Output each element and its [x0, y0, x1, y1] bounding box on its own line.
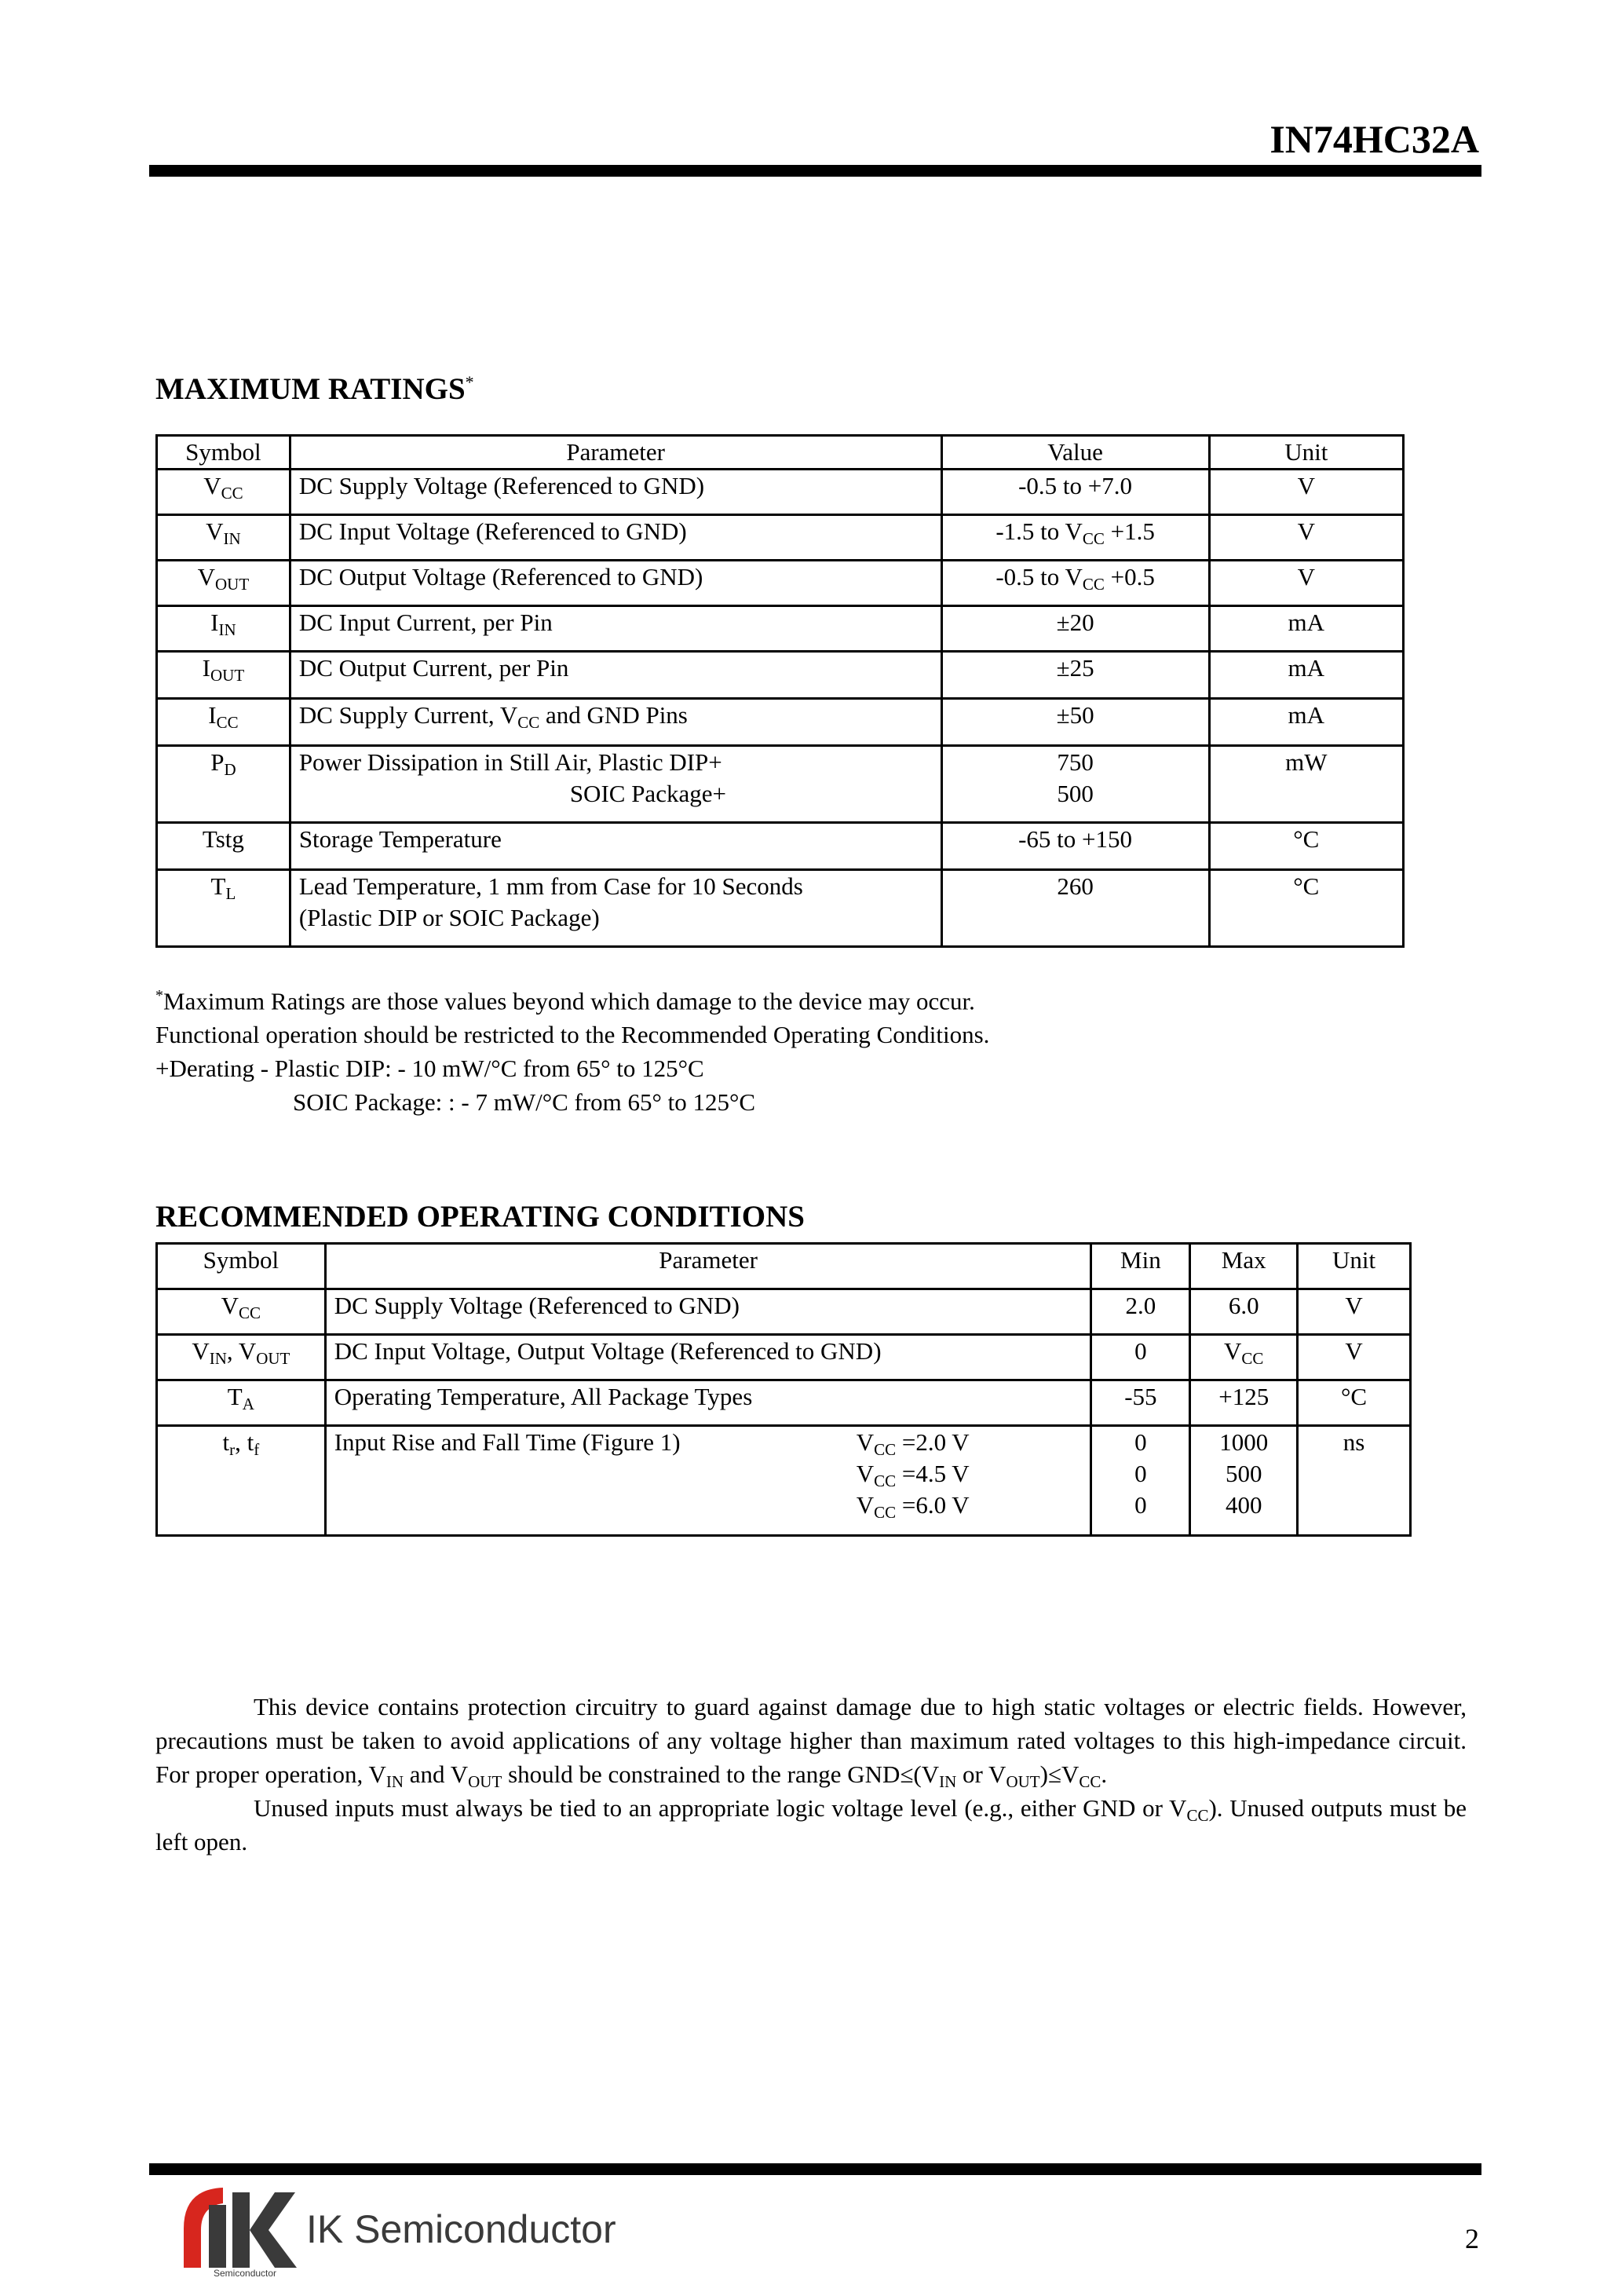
symbol-cell: $V_{CC}$	[157, 470, 290, 515]
max-cell: 1000 500 400	[1190, 1426, 1298, 1536]
col-header: Min	[1091, 1244, 1190, 1289]
max-ratings-title: MAXIMUM RATINGS*	[155, 372, 474, 406]
col-header: Parameter	[290, 436, 941, 470]
symbol-cell: $I_{CC}$	[157, 699, 290, 746]
symbol-cell: $V_{OUT}$	[157, 561, 290, 606]
max-ratings-table	[155, 434, 1405, 948]
max-cell: +125	[1190, 1380, 1298, 1426]
condition-vcc: $V_{CC} =2.0$ V	[856, 1428, 970, 1459]
unit-cell: V	[1209, 561, 1403, 606]
parameter-cell: Power Dissipation in Still Air, Plastic DIP+ SOIC Package+	[290, 746, 941, 823]
note-line: *Maximum Ratings are those values beyond which damage to the device may occur.	[155, 987, 975, 1015]
symbol-cell: $T_L$	[157, 870, 290, 947]
parameter-cell: Operating Temperature, All Package Types	[325, 1380, 1091, 1426]
unit-cell: V	[1209, 470, 1403, 515]
value-cell: ±25	[941, 652, 1209, 699]
table-row	[157, 1426, 1411, 1536]
unit-cell: mW	[1209, 746, 1403, 823]
value-cell: 260	[941, 870, 1209, 947]
rec-conditions-table	[155, 1242, 1412, 1537]
unit-cell: mA	[1209, 652, 1403, 699]
table-row	[157, 1335, 1411, 1380]
parameter-cell: DC Input Voltage (Referenced to GND)	[290, 515, 941, 561]
unit-cell: °C	[1209, 870, 1403, 947]
parameter-cell: DC Input Current, per Pin	[290, 606, 941, 652]
parameter-cell: Input Rise and Fall Time (Figure 1) $V_{CC} =2.0$ V $V_{CC} =4.5$ V $V_{CC} =6.0$ V	[325, 1426, 1091, 1536]
parameter-cell: DC Supply Current, $V_{CC}$ and GND Pins	[290, 699, 941, 746]
symbol-cell: $P_D$	[157, 746, 290, 823]
parameter-cell: Storage Temperature	[290, 823, 941, 870]
parameter-cell: DC Supply Voltage (Referenced to GND)	[290, 470, 941, 515]
symbol-cell: $I_{OUT}$	[157, 652, 290, 699]
table-row	[157, 1380, 1411, 1426]
table-row	[157, 746, 1404, 823]
parameter-cell: DC Output Voltage (Referenced to GND)	[290, 561, 941, 606]
unit-cell: ns	[1298, 1426, 1411, 1536]
unit-cell: °C	[1298, 1380, 1411, 1426]
table-header-row	[157, 436, 1404, 470]
symbol-cell: Tstg	[157, 823, 290, 870]
table-row	[157, 870, 1404, 947]
unit-cell: mA	[1209, 606, 1403, 652]
table-row	[157, 606, 1404, 652]
col-header: Value	[941, 436, 1209, 470]
symbol-cell: $V_{IN}$, $V_{OUT}$	[157, 1335, 326, 1380]
value-cell: -0.5 to $V_{CC} +0.5$	[941, 561, 1209, 606]
body-text	[155, 1690, 1467, 1859]
table-row	[157, 652, 1404, 699]
unit-cell: °C	[1209, 823, 1403, 870]
value-cell: 750 500	[941, 746, 1209, 823]
condition-vcc: $V_{CC} =4.5$ V	[856, 1460, 970, 1490]
page-number: 2	[1465, 2223, 1479, 2254]
note-line: SOIC Package: : - 7 mW/°C from 65° to 125°C	[293, 1088, 756, 1117]
symbol-cell: $T_A$	[157, 1380, 326, 1426]
max-cell: 6.0	[1190, 1289, 1298, 1335]
table-row	[157, 561, 1404, 606]
min-cell: 0 0 0	[1091, 1426, 1190, 1536]
header-rule	[149, 165, 1481, 177]
table-header-row	[157, 1244, 1411, 1289]
min-cell: 0	[1091, 1335, 1190, 1380]
max-cell: $V_{CC}$	[1190, 1335, 1298, 1380]
symbol-cell: $t_r$, $t_f$	[157, 1426, 326, 1536]
parameter-cell: DC Input Voltage, Output Voltage (Referenced to GND)	[325, 1335, 1091, 1380]
logo-text: IK Semiconductor	[306, 2207, 616, 2251]
symbol-cell: $V_{CC}$	[157, 1289, 326, 1335]
col-header: Parameter	[325, 1244, 1091, 1289]
min-cell: -55	[1091, 1380, 1190, 1426]
table-row	[157, 515, 1404, 561]
table-row	[157, 699, 1404, 746]
table-row	[157, 823, 1404, 870]
value-cell: -0.5 to +7.0	[941, 470, 1209, 515]
note-line: Functional operation should be restricted to the Recommended Operating Conditions.	[155, 1021, 990, 1049]
col-header: Unit	[1298, 1244, 1411, 1289]
unit-cell: V	[1209, 515, 1403, 561]
table-row	[157, 1289, 1411, 1335]
svg-text:Semiconductor: Semiconductor	[214, 2268, 277, 2279]
condition-vcc: $V_{CC} =6.0$ V	[856, 1491, 970, 1522]
col-header: Symbol	[157, 436, 290, 470]
col-header: Symbol	[157, 1244, 326, 1289]
rec-conditions-title: RECOMMENDED OPERATING CONDITIONS	[155, 1200, 805, 1234]
symbol-cell: $V_{IN}$	[157, 515, 290, 561]
part-number: IN74HC32A	[1269, 117, 1479, 161]
paragraph: This device contains protection circuitry to guard against damage due to high static voltages or electric fields. However, precautions must be taken to avoid applications of any voltage higher than maximum rated voltages to this high-impedance circuit. For proper operation, $V_{IN}$ and $V_{OUT}$ should be constrained to the range $GND\le(V_{IN}$ or $V_{OUT})\le V_{CC}$.	[155, 1693, 1467, 1791]
unit-cell: V	[1298, 1289, 1411, 1335]
value-cell: -1.5 to $V_{CC} +1.5$	[941, 515, 1209, 561]
unit-cell: mA	[1209, 699, 1403, 746]
col-header: Unit	[1209, 436, 1403, 470]
unit-cell: V	[1298, 1335, 1411, 1380]
value-cell: -65 to +150	[941, 823, 1209, 870]
value-cell: ±20	[941, 606, 1209, 652]
parameter-cell: Lead Temperature, 1 mm from Case for 10 Seconds (Plastic DIP or SOIC Package)	[290, 870, 941, 947]
footer-rule	[149, 2163, 1481, 2175]
min-cell: 2.0	[1091, 1289, 1190, 1335]
company-logo	[174, 2181, 622, 2279]
max-ratings-notes	[155, 979, 989, 1119]
col-header: Max	[1190, 1244, 1298, 1289]
symbol-cell: $I_{IN}$	[157, 606, 290, 652]
table-row	[157, 470, 1404, 515]
parameter-cell: DC Output Current, per Pin	[290, 652, 941, 699]
note-line: +Derating - Plastic DIP: - 10 mW/°C from 65° to 125°C	[155, 1055, 704, 1083]
paragraph: Unused inputs must always be tied to an appropriate logic voltage level (e.g., either GND or $V_{CC}$). Unused outputs must be left open.	[155, 1794, 1467, 1855]
parameter-cell: DC Supply Voltage (Referenced to GND)	[325, 1289, 1091, 1335]
value-cell: ±50	[941, 699, 1209, 746]
